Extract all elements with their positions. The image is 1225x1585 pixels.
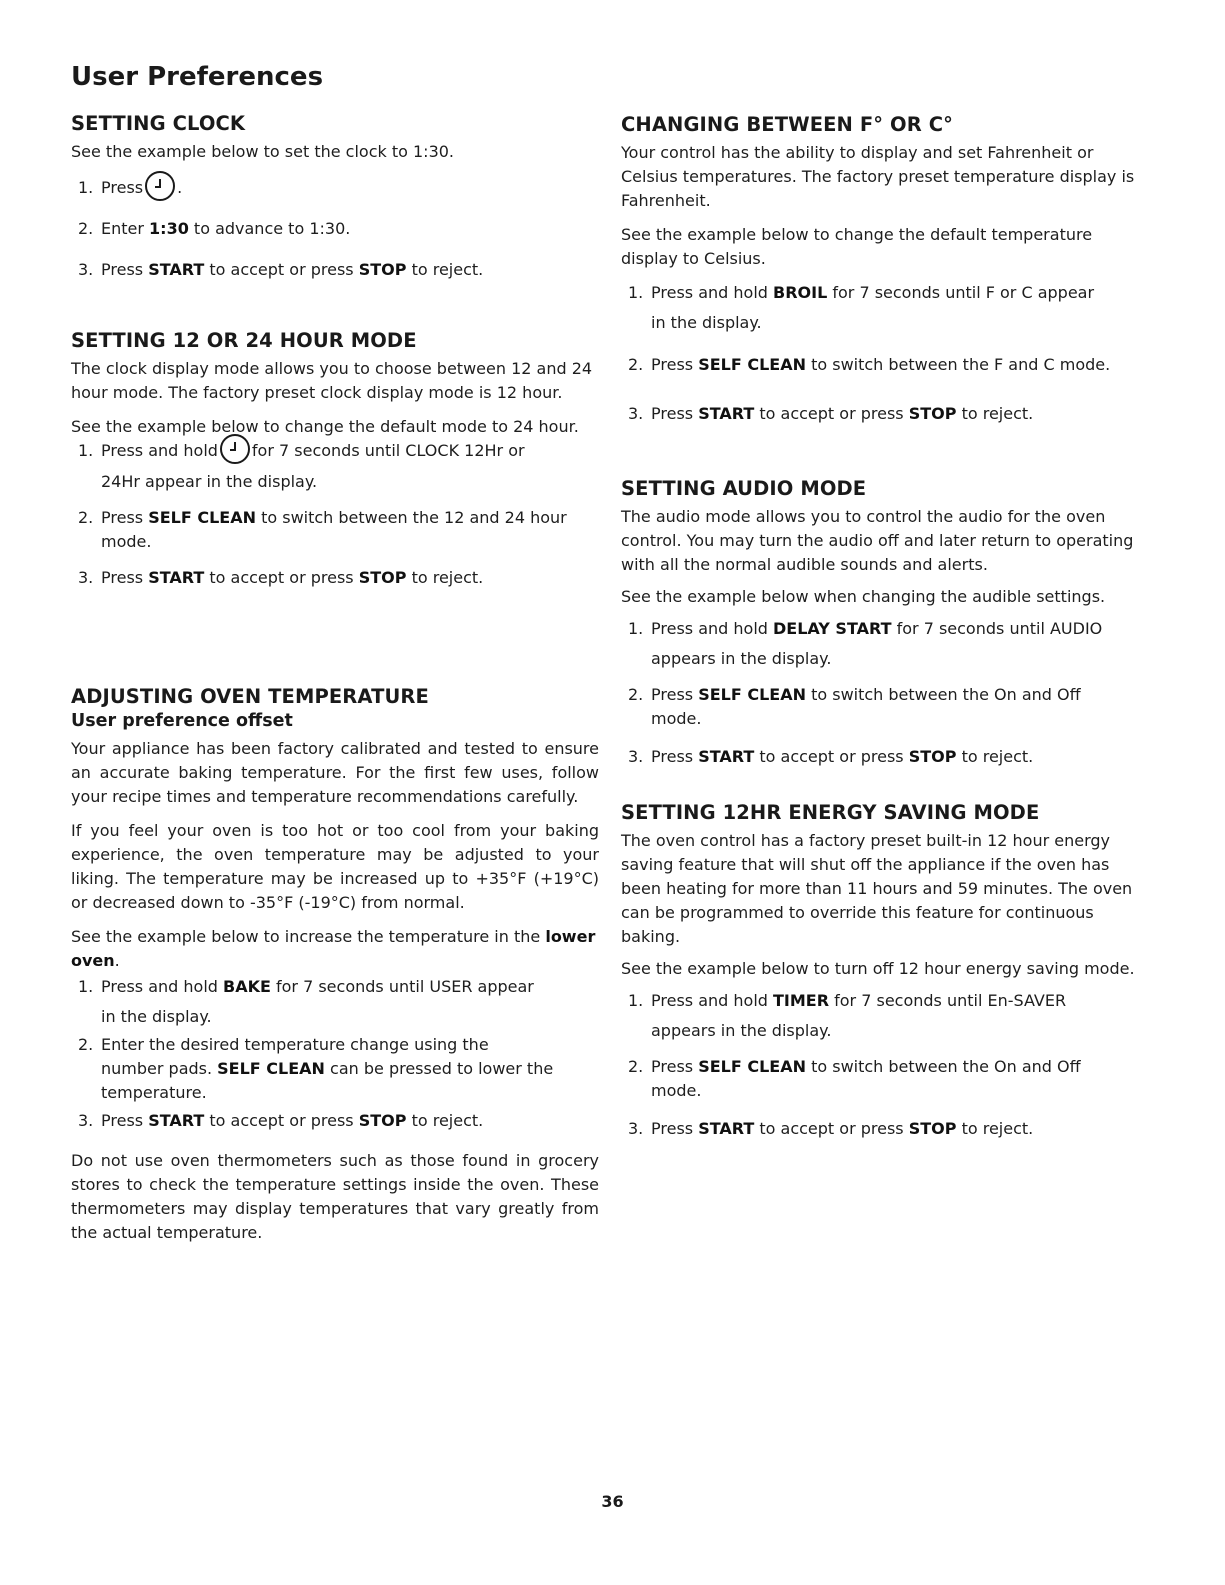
step-item <box>621 1055 1146 1103</box>
step-text: in the display. <box>651 313 762 332</box>
step-number: 1. <box>628 619 644 638</box>
step-text: for 7 seconds until CLOCK 12Hr or <box>251 441 525 460</box>
temperature-unit-section <box>621 113 1146 426</box>
step-list <box>71 176 599 282</box>
step-text: to accept or press <box>204 259 359 279</box>
step-text: to reject. <box>406 1111 484 1130</box>
step-number: 1. <box>628 991 644 1010</box>
paragraph-text: See the example below to increase the temperature in the <box>71 927 546 946</box>
step-text: to switch between the On and Off <box>806 1057 1081 1076</box>
step-text: in the display. <box>101 1007 212 1026</box>
paragraph: The audio mode allows you to control the audio for the oven control. You may turn the audio off and later return to operating with all the normal audible sounds and alerts. <box>621 507 1134 574</box>
step-item <box>71 1033 599 1105</box>
step-text: to accept or press <box>754 747 909 766</box>
key-label: SELF CLEAN <box>148 507 256 527</box>
paragraph: The clock display mode allows you to choose between 12 and 24 hour mode. The factory preset clock display mode is 12 hour. <box>71 359 593 402</box>
paragraph: See the example below when changing the audible settings. <box>621 587 1106 606</box>
key-label: BAKE <box>223 977 271 996</box>
step-text: Press and hold <box>101 441 218 460</box>
step-text: temperature. <box>101 1083 207 1102</box>
section-subheading: User preference offset <box>71 711 293 731</box>
step-number: 1. <box>628 283 644 302</box>
step-text: can be pressed to lower the <box>324 1059 554 1078</box>
step-text: mode. <box>651 709 702 728</box>
step-item <box>621 617 1146 671</box>
key-label: START <box>148 1111 205 1130</box>
step-item <box>71 176 599 201</box>
clock-icon <box>220 434 250 464</box>
key-label: BROIL <box>773 283 828 302</box>
step-text: to accept or press <box>204 1111 359 1130</box>
step-text: mode. <box>101 531 152 551</box>
step-number: 2. <box>78 507 94 527</box>
step-text: to switch between the 12 and 24 hour <box>256 507 567 527</box>
step-text: Enter the desired temperature change using the <box>101 1035 489 1054</box>
key-label: SELF CLEAN <box>698 355 806 374</box>
step-text: . <box>177 178 183 197</box>
key-label: SELF CLEAN <box>698 685 806 704</box>
step-list <box>621 617 1146 769</box>
step-item <box>621 353 1146 377</box>
section-heading: SETTING 12 OR 24 HOUR MODE <box>71 329 417 352</box>
paragraph: See the example below to change the default mode to 24 hour. <box>71 417 579 436</box>
key-label: SELF CLEAN <box>217 1059 325 1078</box>
key-label: STOP <box>908 1119 957 1138</box>
section-heading: CHANGING BETWEEN F° OR C° <box>621 113 953 136</box>
step-line <box>101 1057 599 1081</box>
step-text: to reject. <box>956 404 1034 423</box>
step-item <box>71 506 599 554</box>
paragraph: See the example below to set the clock to 1:30. <box>71 142 455 161</box>
paragraph: Do not use oven thermometers such as those found in grocery stores to check the temperature settings inside the oven. These thermometers may display temperatures that vary greatly from the actual temperature. <box>71 1151 599 1242</box>
step-text: number pads. <box>101 1059 218 1078</box>
step-text: to reject. <box>406 567 484 587</box>
step-text: to advance to 1:30. <box>188 218 351 238</box>
key-label: TIMER <box>773 991 830 1010</box>
section-heading: SETTING 12HR ENERGY SAVING MODE <box>621 801 1040 824</box>
step-text: Press <box>101 567 149 587</box>
key-label: 1:30 <box>149 218 189 238</box>
step-text: for 7 seconds until AUDIO <box>891 619 1103 638</box>
step-list <box>621 989 1146 1141</box>
step-text: Press <box>651 685 699 704</box>
paragraph: See the example below to turn off 12 hour energy saving mode. <box>621 959 1135 978</box>
key-label: STOP <box>908 404 957 423</box>
step-text: mode. <box>651 1081 702 1100</box>
section-heading: SETTING CLOCK <box>71 112 246 135</box>
key-label: START <box>698 1119 755 1138</box>
oven-temperature-section <box>71 685 599 1245</box>
step-text: Press <box>101 259 149 279</box>
step-text: Press and hold <box>101 977 223 996</box>
key-label: DELAY START <box>773 619 892 638</box>
step-text: Press <box>651 1119 699 1138</box>
step-text: to reject. <box>956 747 1034 766</box>
step-item <box>621 402 1146 426</box>
step-item <box>71 258 599 282</box>
paragraph-text: . <box>114 951 120 970</box>
step-number: 2. <box>78 1035 94 1054</box>
section-heading: ADJUSTING OVEN TEMPERATURE <box>71 685 429 708</box>
step-number: 2. <box>628 1057 644 1076</box>
step-item <box>71 217 599 241</box>
key-label: SELF CLEAN <box>698 1057 806 1076</box>
step-text: to switch between the On and Off <box>806 685 1081 704</box>
step-text: to switch between the F and C mode. <box>806 355 1111 374</box>
step-text: to reject. <box>406 259 484 279</box>
step-text: Press <box>651 747 699 766</box>
step-text: to accept or press <box>204 567 359 587</box>
step-number: 3. <box>78 1111 94 1130</box>
page-title: User Preferences <box>71 62 324 92</box>
step-item <box>71 975 599 1029</box>
step-item <box>621 989 1146 1043</box>
step-text: for 7 seconds until USER appear <box>270 977 534 996</box>
key-label: START <box>698 747 755 766</box>
step-text: Press and hold <box>651 991 773 1010</box>
step-text: Press and hold <box>651 619 773 638</box>
step-text: for 7 seconds until En-SAVER <box>829 991 1067 1010</box>
step-text: to reject. <box>956 1119 1034 1138</box>
step-number: 3. <box>628 747 644 766</box>
step-text: appears in the display. <box>651 1021 832 1040</box>
step-text: Press <box>101 178 144 197</box>
emphasis-text: lower oven <box>71 927 596 970</box>
step-number: 2. <box>78 218 94 238</box>
step-number: 1. <box>78 441 94 460</box>
step-text: Press <box>101 1111 149 1130</box>
step-item <box>621 1117 1146 1141</box>
step-text: Enter <box>101 218 150 238</box>
step-text: to accept or press <box>754 1119 909 1138</box>
step-text: Press <box>651 404 699 423</box>
key-label: STOP <box>358 567 407 587</box>
step-number: 2. <box>628 685 644 704</box>
clock-icon <box>145 171 175 201</box>
step-text: to accept or press <box>754 404 909 423</box>
step-item <box>621 281 1146 335</box>
step-list <box>71 439 599 590</box>
paragraph: Your appliance has been factory calibrated and tested to ensure an accurate baking temperature. For the first few uses, follow your recipe times and temperature recommendations carefully. <box>71 739 599 806</box>
key-label: START <box>698 404 755 423</box>
step-number: 3. <box>78 259 94 279</box>
step-item <box>71 1109 599 1133</box>
step-item <box>71 439 599 494</box>
key-label: START <box>148 259 205 279</box>
hour-mode-section <box>71 329 599 590</box>
step-number: 1. <box>78 178 94 197</box>
step-text: Press and hold <box>651 283 773 302</box>
step-text: for 7 seconds until F or C appear <box>827 283 1095 302</box>
key-label: STOP <box>908 747 957 766</box>
step-text: Press <box>101 507 149 527</box>
key-label: STOP <box>358 259 407 279</box>
step-number: 3. <box>78 567 94 587</box>
step-number: 3. <box>628 404 644 423</box>
paragraph <box>71 925 599 973</box>
step-text: 24Hr appear in the display. <box>101 471 318 491</box>
page-number: 36 <box>601 1492 624 1511</box>
step-number: 2. <box>628 355 644 374</box>
step-item <box>71 566 599 590</box>
key-label: STOP <box>358 1111 407 1130</box>
step-item <box>621 745 1146 769</box>
step-list <box>621 281 1146 426</box>
step-text: Press <box>651 1057 699 1076</box>
step-number: 3. <box>628 1119 644 1138</box>
step-list <box>71 975 599 1133</box>
setting-clock-section <box>71 112 599 282</box>
paragraph: Your control has the ability to display and set Fahrenheit or Celsius temperatures. The factory preset temperature display is Fahrenheit. <box>621 143 1135 210</box>
step-text: appears in the display. <box>651 649 832 668</box>
section-heading: SETTING AUDIO MODE <box>621 477 867 500</box>
step-number: 1. <box>78 977 94 996</box>
energy-saving-section <box>621 801 1146 1141</box>
paragraph: If you feel your oven is too hot or too cool from your baking experience, the oven temperature may be adjusted to your liking. The temperature may be increased up to +35°F (+19°C) or decreased down to -35°F (-19°C) from normal. <box>71 821 599 912</box>
audio-mode-section <box>621 477 1146 769</box>
step-text: Press <box>651 355 699 374</box>
paragraph: The oven control has a factory preset built-in 12 hour energy saving feature that will shut off the appliance if the oven has been heating for more than 11 hours and 59 minutes. The oven can be programmed to override this feature for continuous baking. <box>621 831 1133 946</box>
step-item <box>621 683 1146 731</box>
paragraph: See the example below to change the default temperature display to Celsius. <box>621 225 1093 268</box>
key-label: START <box>148 567 205 587</box>
